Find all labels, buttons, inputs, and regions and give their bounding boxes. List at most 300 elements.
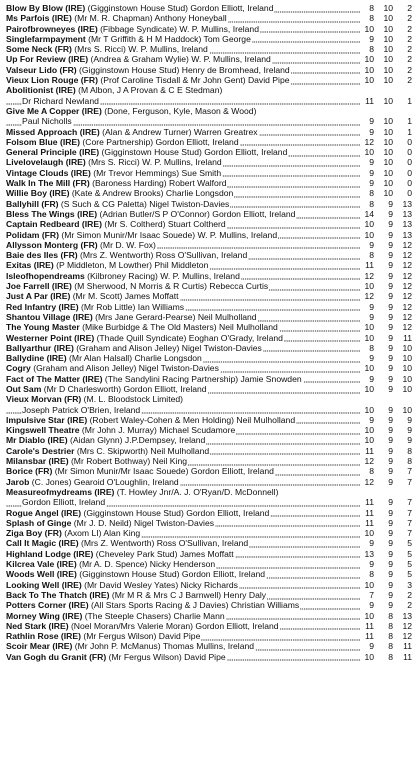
owner-trainer: (S Such & CG Paletta) Nigel Twiston-Davies bbox=[58, 198, 230, 209]
entry-weights bbox=[360, 302, 412, 312]
weight-pounds: 2 bbox=[407, 75, 412, 86]
entry-line bbox=[6, 600, 412, 610]
weight-stones: 9 bbox=[388, 342, 393, 353]
horse-age: 10 bbox=[364, 219, 374, 230]
weight-pounds: 7 bbox=[407, 517, 412, 528]
list-item bbox=[6, 363, 412, 373]
owner-trainer: (Gigginstown House Stud) Henry de Bromhead, Ireland bbox=[76, 64, 290, 75]
weight-stones: 10 bbox=[383, 54, 393, 65]
owner-trainer: (Graham and Alison Jelley) Nigel Twiston-Davies bbox=[73, 342, 262, 353]
horse-name: Morney Wing (IRE) bbox=[6, 610, 83, 621]
horse-age: 9 bbox=[369, 157, 374, 168]
weight-stones: 10 bbox=[383, 3, 393, 13]
weight-pounds: 0 bbox=[407, 136, 412, 147]
owner-trainer: (Mr David Wesley Yates) Nicky Richards bbox=[81, 579, 238, 590]
entry-text bbox=[6, 569, 360, 579]
entry-continuation bbox=[6, 405, 360, 415]
horse-age: 11 bbox=[365, 620, 374, 631]
horse-name: Ballyhill (FR) bbox=[6, 198, 59, 209]
entry-line bbox=[6, 415, 412, 425]
entry-line bbox=[6, 374, 412, 384]
weight-stones: 8 bbox=[388, 620, 393, 631]
horse-age: 9 bbox=[369, 641, 374, 652]
entry-line bbox=[6, 333, 412, 343]
entry-weights bbox=[360, 333, 412, 343]
owner-trainer: (T. Howley Jnr/A. J. O'Ryan/D. McDonnell) bbox=[114, 486, 279, 497]
list-item bbox=[6, 641, 412, 651]
entry-line bbox=[6, 127, 412, 137]
horse-name: Ned Stark (IRE) bbox=[6, 620, 69, 631]
list-item bbox=[6, 456, 412, 466]
horse-name: Up For Review (IRE) bbox=[6, 54, 89, 65]
horse-name: Polidam (FR) bbox=[6, 229, 59, 240]
horse-name: Bless The Wings (IRE) bbox=[6, 208, 98, 219]
weight-stones: 9 bbox=[388, 497, 393, 508]
weight-pounds: 12 bbox=[402, 301, 412, 312]
weight-stones: 10 bbox=[383, 33, 393, 44]
entry-weights bbox=[360, 168, 412, 178]
horse-age: 9 bbox=[369, 414, 374, 425]
weight-pounds: 12 bbox=[402, 281, 412, 292]
entry-weights bbox=[360, 75, 412, 85]
weight-pounds: 2 bbox=[407, 64, 412, 75]
horse-name: Give Me A Copper (IRE) bbox=[6, 105, 102, 116]
list-item bbox=[6, 281, 412, 291]
horse-name: Call It Magic (IRE) bbox=[6, 538, 79, 549]
owner-trainer: (Noel Moran/Mrs Valerie Moran) Gordon Elliott, Ireland bbox=[68, 620, 279, 631]
weight-pounds: 8 bbox=[407, 445, 412, 456]
list-item bbox=[6, 394, 412, 415]
entry-line bbox=[6, 65, 412, 75]
weight-stones: 9 bbox=[388, 373, 393, 384]
entry-text bbox=[6, 549, 360, 559]
entry-line bbox=[6, 590, 412, 600]
horse-name: Van Gogh du Granit (FR) bbox=[6, 651, 107, 662]
entry-text bbox=[6, 466, 360, 476]
horse-name: Ballyarthur (IRE) bbox=[6, 342, 74, 353]
entry-text bbox=[6, 281, 360, 291]
entry-text bbox=[6, 230, 360, 240]
weight-stones: 8 bbox=[388, 651, 393, 662]
weight-pounds: 9 bbox=[407, 425, 412, 436]
horse-age: 13 bbox=[364, 548, 374, 559]
horse-age: 9 bbox=[369, 167, 374, 178]
weight-stones: 9 bbox=[388, 507, 393, 518]
weight-pounds: 12 bbox=[402, 311, 412, 322]
entry-weights bbox=[360, 230, 412, 240]
list-item bbox=[6, 487, 412, 508]
list-item bbox=[6, 611, 412, 621]
entry-weights bbox=[360, 405, 412, 415]
entry-text bbox=[6, 54, 360, 64]
weight-stones: 9 bbox=[388, 414, 393, 425]
list-item bbox=[6, 230, 412, 240]
entry-line bbox=[6, 384, 412, 394]
list-item bbox=[6, 127, 412, 137]
entry-text bbox=[6, 611, 360, 621]
horse-name: Valseur Lido (FR) bbox=[6, 64, 77, 75]
list-item bbox=[6, 538, 412, 548]
horse-name: Vieux Morvan (FR) bbox=[6, 394, 82, 405]
weight-pounds: 13 bbox=[402, 219, 412, 230]
entry-text bbox=[6, 75, 360, 85]
horse-name: Highland Lodge (IRE) bbox=[6, 548, 94, 559]
entry-text bbox=[6, 24, 360, 34]
entry-weights bbox=[360, 538, 412, 548]
horse-age: 9 bbox=[369, 33, 374, 44]
horse-name: Looking Well (IRE) bbox=[6, 579, 82, 590]
entry-text bbox=[6, 652, 360, 662]
entry-weights bbox=[360, 435, 412, 445]
horse-age: 10 bbox=[364, 75, 374, 86]
weight-pounds: 0 bbox=[407, 147, 412, 158]
horse-age: 11 bbox=[365, 260, 374, 271]
horse-age: 9 bbox=[369, 353, 374, 364]
horse-age: 10 bbox=[364, 528, 374, 539]
weight-stones: 9 bbox=[388, 569, 393, 580]
weight-pounds: 2 bbox=[407, 54, 412, 65]
entry-text bbox=[6, 291, 360, 301]
entry-weights bbox=[360, 34, 412, 44]
list-item bbox=[6, 157, 412, 167]
entry-line bbox=[6, 250, 412, 260]
horse-name: Blow By Blow (IRE) bbox=[6, 3, 86, 13]
list-item bbox=[6, 3, 412, 13]
owner-trainer: (Mike Burbidge & The Old Masters) Neil Mulholland bbox=[79, 322, 278, 333]
entry-line bbox=[6, 199, 412, 209]
entry-text bbox=[6, 106, 412, 116]
horse-name: Pairofbrowneyes (IRE) bbox=[6, 23, 98, 34]
weight-stones: 9 bbox=[388, 301, 393, 312]
entry-line bbox=[6, 281, 412, 291]
owner-trainer: (Done, Ferguson, Kyle, Mason & Wood) bbox=[101, 105, 257, 116]
weight-stones: 10 bbox=[383, 23, 393, 34]
entry-text bbox=[6, 621, 360, 631]
entry-continuation-line bbox=[6, 497, 412, 507]
horse-name: Out Sam bbox=[6, 383, 42, 394]
horse-age: 12 bbox=[364, 136, 374, 147]
weight-pounds: 1 bbox=[407, 116, 412, 127]
list-item bbox=[6, 580, 412, 590]
entry-weights bbox=[360, 600, 412, 610]
horse-name: Ziga Boy (FR) bbox=[6, 528, 62, 539]
horse-name: Kingswell Theatre bbox=[6, 425, 80, 436]
entry-weights bbox=[360, 590, 412, 600]
horse-name: Rathlin Rose (IRE) bbox=[6, 631, 81, 642]
entry-weights bbox=[360, 260, 412, 270]
entry-weights bbox=[360, 24, 412, 34]
horse-age: 9 bbox=[369, 600, 374, 611]
weight-stones: 10 bbox=[383, 13, 393, 24]
weight-stones: 9 bbox=[388, 579, 393, 590]
entry-weights bbox=[360, 569, 412, 579]
owner-trainer: (Thade Quill Syndicate) Eoghan O'Grady, Ireland bbox=[94, 332, 283, 343]
list-item bbox=[6, 312, 412, 322]
list-item bbox=[6, 85, 412, 106]
owner-trainer: (P Middleton, M Lowther) Phil Middleton bbox=[53, 260, 209, 271]
weight-pounds: 3 bbox=[407, 579, 412, 590]
list-item bbox=[6, 435, 412, 445]
entry-continuation bbox=[6, 96, 360, 106]
horse-name: Singlefarmpayment bbox=[6, 33, 86, 44]
horse-name: The Young Master bbox=[6, 322, 80, 333]
list-item bbox=[6, 559, 412, 569]
entry-text bbox=[6, 219, 360, 229]
entry-line bbox=[6, 559, 412, 569]
entry-line bbox=[6, 363, 412, 373]
entry-line bbox=[6, 219, 412, 229]
horse-name: Back To The Thatch (IRE) bbox=[6, 589, 110, 600]
horse-name: Jarob bbox=[6, 476, 30, 487]
weight-pounds: 2 bbox=[407, 23, 412, 34]
owner-trainer: (All Stars Sports Racing & J Davies) Christian Williams bbox=[88, 600, 300, 611]
horse-age: 10 bbox=[364, 229, 374, 240]
entry-weights bbox=[360, 611, 412, 621]
weight-stones: 9 bbox=[388, 589, 393, 600]
weight-stones: 9 bbox=[388, 517, 393, 528]
weight-pounds: 13 bbox=[402, 208, 412, 219]
entry-text bbox=[6, 487, 412, 497]
list-item bbox=[6, 353, 412, 363]
horse-name: Cogry bbox=[6, 363, 31, 374]
owner-trainer: (Mr Fergus Wilson) David Pipe bbox=[80, 631, 201, 642]
list-item bbox=[6, 446, 412, 456]
weight-pounds: 1 bbox=[407, 95, 412, 106]
weight-stones: 9 bbox=[388, 219, 393, 230]
entry-line bbox=[6, 621, 412, 631]
horse-name: Vintage Clouds (IRE) bbox=[6, 167, 91, 178]
entry-continuation-line bbox=[6, 116, 412, 126]
entry-continuation bbox=[6, 116, 360, 126]
horse-name: Splash of Ginge bbox=[6, 517, 72, 528]
weight-pounds: 1 bbox=[407, 126, 412, 137]
horse-age: 10 bbox=[364, 425, 374, 436]
weight-pounds: 5 bbox=[407, 548, 412, 559]
weight-pounds: 11 bbox=[403, 332, 412, 343]
weight-stones: 10 bbox=[383, 136, 393, 147]
entry-weights bbox=[360, 384, 412, 394]
entry-line bbox=[6, 528, 412, 538]
weight-stones: 8 bbox=[388, 610, 393, 621]
entry-line bbox=[6, 168, 412, 178]
list-item bbox=[6, 13, 412, 23]
weight-pounds: 7 bbox=[407, 507, 412, 518]
horse-name: Milansbar (IRE) bbox=[6, 456, 69, 467]
owner-trainer: (Mrs Z. Wentworth) Ross O'Sullivan, Ireland bbox=[77, 250, 248, 261]
horse-age: 10 bbox=[364, 281, 374, 292]
weight-pounds: 0 bbox=[407, 157, 412, 168]
entry-line bbox=[6, 446, 412, 456]
list-item bbox=[6, 302, 412, 312]
entry-line bbox=[6, 538, 412, 548]
horse-name: Shantou Village (IRE) bbox=[6, 311, 93, 322]
list-item bbox=[6, 322, 412, 332]
list-item bbox=[6, 569, 412, 579]
entry-line bbox=[6, 24, 412, 34]
owner-trainer: (Adrian Butler/S P O'Connor) Gordon Elliott, Ireland bbox=[97, 208, 296, 219]
entry-weights bbox=[360, 508, 412, 518]
weight-stones: 9 bbox=[388, 383, 393, 394]
weight-pounds: 12 bbox=[402, 260, 412, 271]
weight-pounds: 10 bbox=[402, 342, 412, 353]
entry-line bbox=[6, 54, 412, 64]
entry-text bbox=[6, 178, 360, 188]
entry-text bbox=[6, 240, 360, 250]
entry-text bbox=[6, 271, 360, 281]
entry-weights bbox=[360, 322, 412, 332]
entry-text bbox=[6, 127, 360, 137]
entry-line bbox=[6, 188, 412, 198]
weight-pounds: 12 bbox=[402, 620, 412, 631]
horse-age: 9 bbox=[369, 538, 374, 549]
list-item bbox=[6, 260, 412, 270]
horse-name: Fact of The Matter (IRE) bbox=[6, 373, 103, 384]
weight-stones: 10 bbox=[383, 157, 393, 168]
entry-weights bbox=[360, 415, 412, 425]
weight-pounds: 2 bbox=[407, 33, 412, 44]
entry-text bbox=[6, 199, 360, 209]
owner-trainer: (Prof Caroline Tisdall & Mr John Gent) David Pipe bbox=[97, 75, 290, 86]
weight-pounds: 7 bbox=[407, 497, 412, 508]
entry-weights bbox=[360, 580, 412, 590]
owner-trainer: (Mr Rob Little) Ian Williams bbox=[78, 301, 185, 312]
entry-text bbox=[6, 302, 360, 312]
horse-name: Westerner Point (IRE) bbox=[6, 332, 95, 343]
list-item bbox=[6, 137, 412, 147]
owner-trainer: (Cheveley Park Stud) James Moffatt bbox=[93, 548, 234, 559]
weight-stones: 9 bbox=[388, 363, 393, 374]
entry-text bbox=[6, 209, 360, 219]
entry-text bbox=[6, 137, 360, 147]
entry-line bbox=[6, 260, 412, 270]
horse-age: 11 bbox=[365, 507, 374, 518]
owner-trainer: (The Steeple Chasers) Charlie Mann bbox=[82, 610, 225, 621]
weight-stones: 9 bbox=[388, 270, 393, 281]
owner-trainer: (Graham and Alison Jelley) Nigel Twiston-Davies bbox=[30, 363, 219, 374]
list-item bbox=[6, 477, 412, 487]
horse-age: 10 bbox=[364, 610, 374, 621]
weight-pounds: 8 bbox=[407, 456, 412, 467]
entry-text bbox=[6, 363, 360, 373]
horse-age: 10 bbox=[364, 54, 374, 65]
entry-text bbox=[6, 343, 360, 353]
weight-stones: 10 bbox=[383, 126, 393, 137]
weight-pounds: 10 bbox=[402, 373, 412, 384]
entry-weights bbox=[360, 528, 412, 538]
list-item bbox=[6, 590, 412, 600]
weight-stones: 9 bbox=[388, 332, 393, 343]
horse-age: 9 bbox=[369, 126, 374, 137]
entry-text bbox=[6, 353, 360, 363]
horse-name: Joe Farrell (IRE) bbox=[6, 281, 72, 292]
horse-name: Livelovelaugh (IRE) bbox=[6, 157, 86, 168]
entry-text bbox=[6, 85, 412, 95]
owner-trainer: (Mr A. D. Spence) Nicky Henderson bbox=[76, 559, 216, 570]
entry-weights bbox=[360, 477, 412, 487]
entry-line bbox=[6, 85, 412, 95]
entry-line bbox=[6, 641, 412, 651]
entry-text bbox=[6, 374, 360, 384]
owner-trainer: (Mr Robert Bothway) Neil King bbox=[68, 456, 188, 467]
weight-pounds: 12 bbox=[402, 322, 412, 333]
entry-weights bbox=[360, 271, 412, 281]
entry-line bbox=[6, 312, 412, 322]
entry-text bbox=[6, 435, 360, 445]
horse-name: Borice (FR) bbox=[6, 466, 53, 477]
entry-text bbox=[6, 528, 360, 538]
entry-line bbox=[6, 425, 412, 435]
owner-trainer: (Mr J. D. Neild) Nigel Twiston-Davies bbox=[71, 517, 215, 528]
horse-name: Folsom Blue (IRE) bbox=[6, 136, 81, 147]
entry-line bbox=[6, 44, 412, 54]
entry-text bbox=[6, 425, 360, 435]
list-item bbox=[6, 188, 412, 198]
owner-trainer: (Mr John J. Murray) Michael Scudamore bbox=[79, 425, 236, 436]
weight-stones: 9 bbox=[388, 260, 393, 271]
list-item bbox=[6, 44, 412, 54]
weight-stones: 10 bbox=[383, 64, 393, 75]
weight-stones: 9 bbox=[388, 600, 393, 611]
entry-weights bbox=[360, 96, 412, 106]
entry-weights bbox=[360, 466, 412, 476]
entry-line bbox=[6, 652, 412, 662]
horse-age: 8 bbox=[369, 44, 374, 55]
owner-trainer: (Mr M. Scott) James Moffatt bbox=[70, 291, 179, 302]
owner-trainer: (Mr D Charlesworth) Gordon Elliott, Ireland bbox=[41, 383, 207, 394]
weight-pounds: 0 bbox=[407, 188, 412, 199]
horse-age: 9 bbox=[369, 178, 374, 189]
entry-text bbox=[6, 631, 360, 641]
entry-weights bbox=[360, 641, 412, 651]
list-item bbox=[6, 621, 412, 631]
list-item bbox=[6, 291, 412, 301]
horse-age: 10 bbox=[364, 383, 374, 394]
owner-trainer: (Mrs S. Ricci) W. P. Mullins, Ireland bbox=[71, 44, 208, 55]
weight-stones: 9 bbox=[388, 311, 393, 322]
weight-stones: 9 bbox=[388, 239, 393, 250]
entry-line bbox=[6, 3, 412, 13]
weight-stones: 10 bbox=[383, 188, 393, 199]
horse-age: 8 bbox=[369, 3, 374, 13]
horse-name: Ballydine (IRE) bbox=[6, 353, 67, 364]
owner-trainer: (M Sherwood, N Morris & R Curtis) Rebecca Curtis bbox=[71, 281, 269, 292]
weight-pounds: 5 bbox=[407, 569, 412, 580]
entry-line bbox=[6, 508, 412, 518]
weight-stones: 10 bbox=[383, 167, 393, 178]
entry-weights bbox=[360, 13, 412, 23]
owner-trainer: (The Sandylini Racing Partnership) Jamie Snowden bbox=[102, 373, 302, 384]
weight-stones: 9 bbox=[388, 466, 393, 477]
entry-line bbox=[6, 466, 412, 476]
owner-trainer: (Kilbroney Racing) W. P. Mullins, Ireland bbox=[84, 270, 240, 281]
list-item bbox=[6, 240, 412, 250]
entry-text bbox=[6, 477, 360, 487]
entry-continuation-line bbox=[6, 405, 412, 415]
weight-pounds: 2 bbox=[407, 3, 412, 13]
weight-stones: 9 bbox=[388, 353, 393, 364]
weight-stones: 9 bbox=[388, 538, 393, 549]
owner-trainer: (Kate & Andrew Brooks) Charlie Longsdon bbox=[69, 188, 234, 199]
weight-stones: 8 bbox=[388, 641, 393, 652]
list-item bbox=[6, 333, 412, 343]
weight-stones: 9 bbox=[388, 250, 393, 261]
entry-text bbox=[6, 157, 360, 167]
weight-pounds: 13 bbox=[402, 229, 412, 240]
entry-line bbox=[6, 75, 412, 85]
entry-weights bbox=[360, 219, 412, 229]
entry-line bbox=[6, 271, 412, 281]
weight-stones: 10 bbox=[383, 75, 393, 86]
